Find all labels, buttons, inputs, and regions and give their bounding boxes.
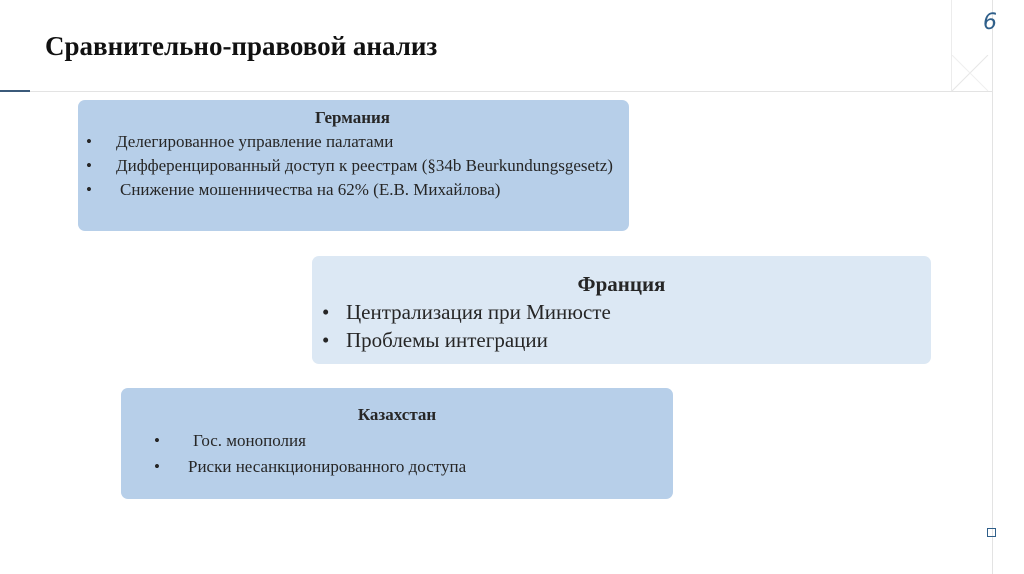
- header-divider: [0, 91, 993, 92]
- list-item: [86, 154, 619, 178]
- list-item: [86, 178, 619, 202]
- bullet-icon: •: [86, 132, 92, 151]
- germany-list: [86, 130, 619, 202]
- bullet-icon: •: [154, 431, 160, 450]
- france-box: [312, 256, 931, 364]
- bullet-icon: •: [86, 156, 92, 175]
- kazakhstan-box: [121, 388, 673, 499]
- list-item: [86, 130, 619, 154]
- page-number: 6: [983, 10, 997, 35]
- bullet-icon: •: [322, 300, 330, 324]
- square-icon: [987, 528, 996, 537]
- bullet-icon: •: [86, 180, 92, 199]
- header-accent-line: [0, 90, 30, 92]
- page-title: Сравнительно-правовой анализ: [45, 31, 438, 61]
- kazakhstan-list: [131, 428, 663, 480]
- list-item: [154, 454, 663, 480]
- list-item-text: Централизация при Минюсте: [346, 300, 611, 324]
- bullet-icon: •: [322, 328, 330, 352]
- germany-title: Германия: [314, 108, 390, 127]
- germany-box: [78, 100, 629, 231]
- bullet-icon: •: [154, 457, 160, 476]
- list-item-text: Дифференцированный доступ к реестрам (§34b Beurkundungsgesetz): [116, 156, 613, 175]
- list-item: [322, 326, 921, 354]
- list-item-text: Риски несанкционированного доступа: [188, 457, 467, 476]
- list-item-text: Гос. монополия: [193, 431, 306, 450]
- list-item-text: Делегированное управление палатами: [116, 132, 394, 151]
- list-item: [154, 428, 663, 454]
- list-item: [322, 298, 921, 326]
- right-frame-line: [992, 0, 993, 574]
- list-item-text: Проблемы интеграции: [346, 328, 548, 352]
- corner-fold-icon: [952, 55, 992, 91]
- list-item-text: Снижение мошенничества на 62% (Е.В. Михайлова): [120, 180, 501, 199]
- france-title: Франция: [577, 272, 666, 296]
- france-list: [322, 298, 921, 354]
- kazakhstan-title: Казахстан: [357, 405, 437, 424]
